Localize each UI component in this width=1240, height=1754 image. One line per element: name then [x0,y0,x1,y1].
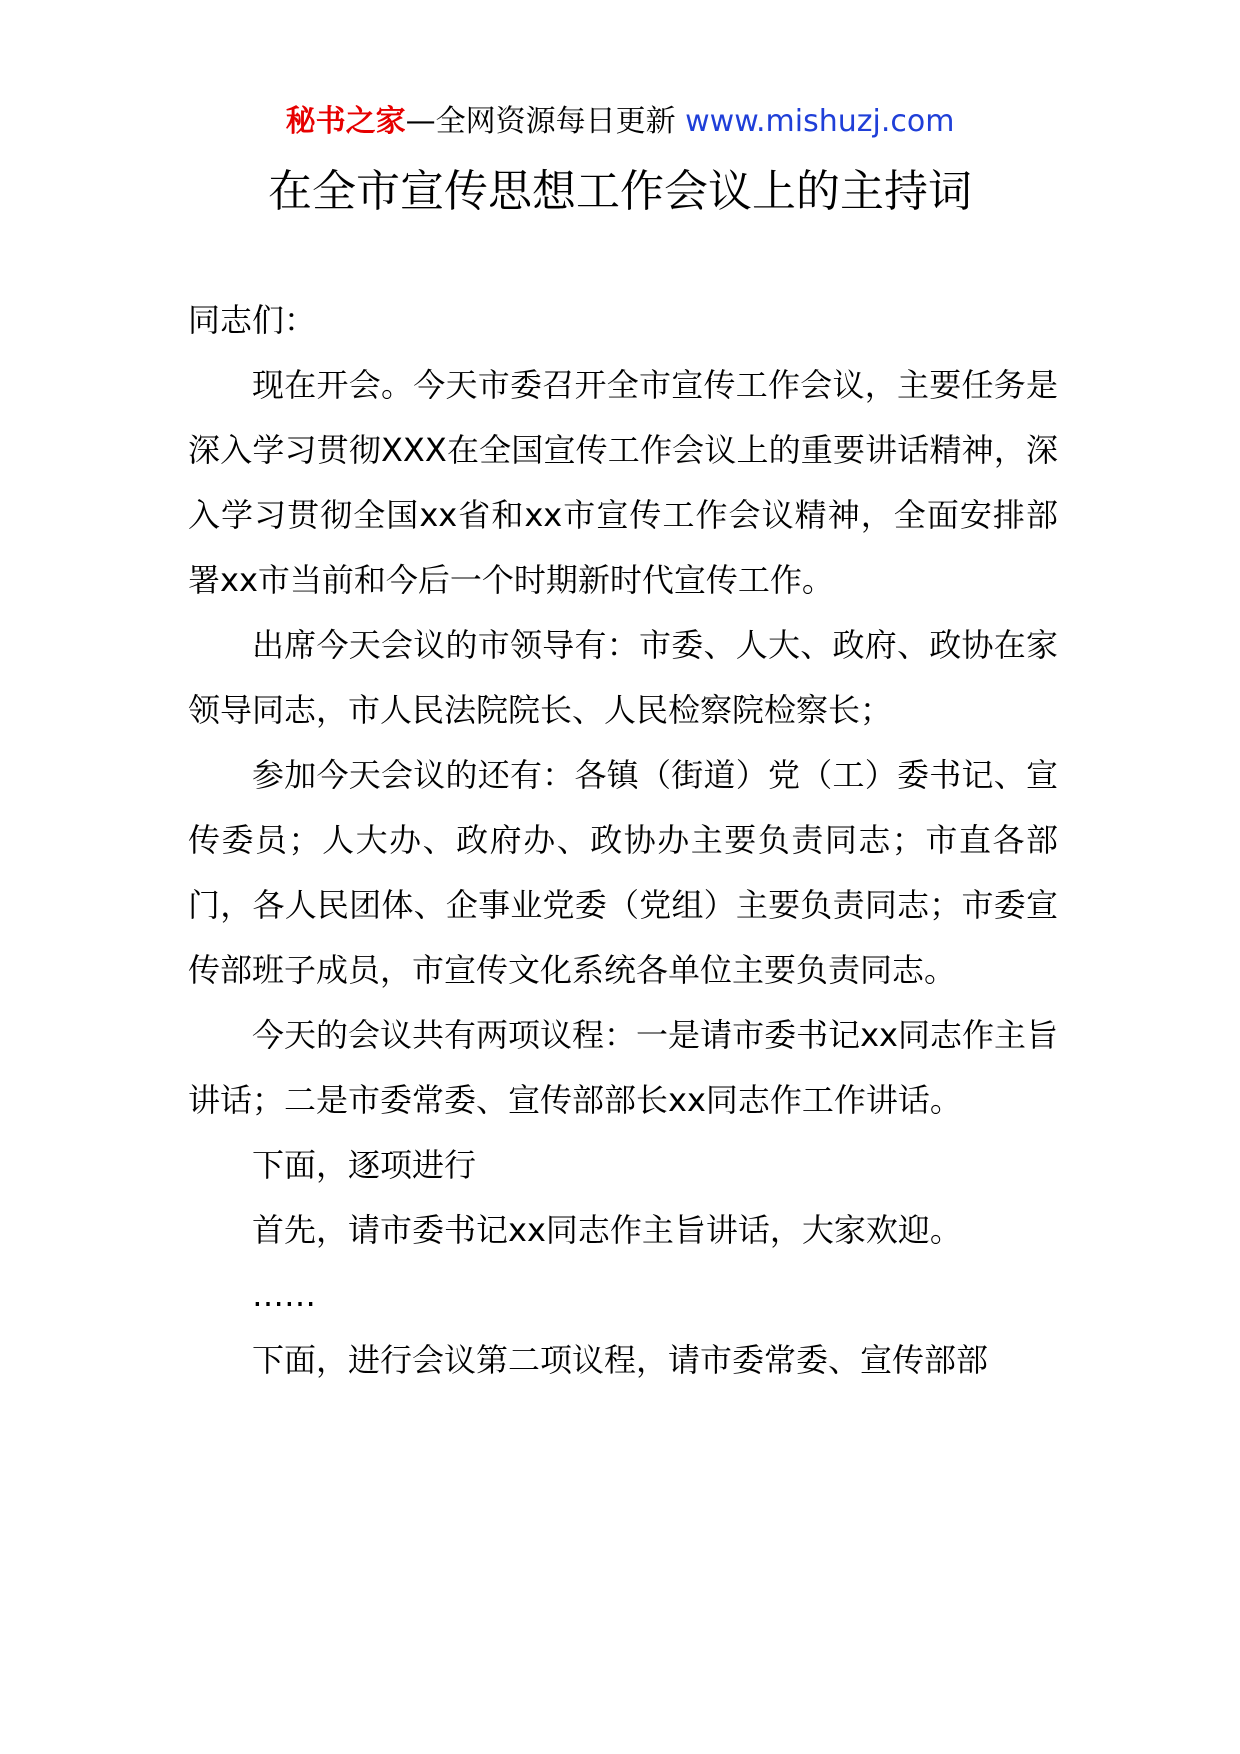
document-title: 在全市宣传思想工作会议上的主持词 [268,166,972,217]
paragraph-opening: 现在开会。今天市委召开全市宣传工作会议，主要任务是深入学习贯彻XXX在全国宣传工作会议上的重要讲话精神，深入学习贯彻全国xx省和xx市宣传工作会议精神，全面安排部署xx市当前和今后一个时期新时代宣传工作。 [188,366,1058,599]
brand-name: 秘书之家 [285,104,406,139]
site-url-link[interactable]: www.mishuzj.com [685,104,955,139]
paragraph-agenda: 今天的会议共有两项议程：一是请市委书记xx同志作主旨讲话；二是市委常委、宣传部部长xx同志作工作讲话。 [188,1016,1058,1119]
paragraph-attending-leaders: 出席今天会议的市领导有：市委、人大、政府、政协在家领导同志，市人民法院院长、人民检察院检察长； [188,626,1058,729]
header-tagline: —全网资源每日更新 [405,104,676,139]
site-header [0,100,1240,144]
paragraph-proceed: 下面，逐项进行 [252,1146,477,1184]
paragraph-second-item: 下面，进行会议第二项议程，请市委常委、宣传部部 [252,1341,989,1379]
paragraph-participants: 参加今天会议的还有：各镇（街道）党（工）委书记、宣传委员；人大办、政府办、政协办主要负责同志；市直各部门，各人民团体、企事业党委（党组）主要负责同志；市委宣传部班子成员，市宣传文化系统各单位主要负责同志。 [188,756,1058,989]
paragraph-ellipsis: …… [252,1276,316,1314]
paragraph-first-speech: 首先，请市委书记xx同志作主旨讲话，大家欢迎。 [252,1211,962,1249]
document-body [188,288,1058,1393]
salutation: 同志们： [188,301,317,339]
